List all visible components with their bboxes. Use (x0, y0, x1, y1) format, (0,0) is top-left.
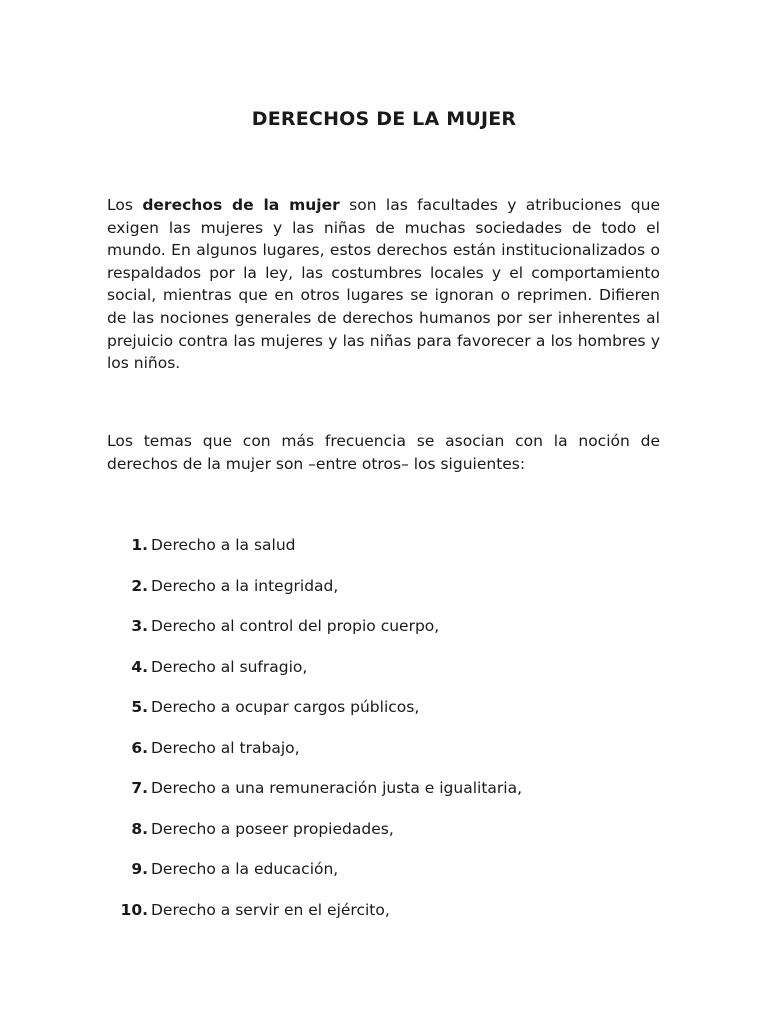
list-item-text: Derecho a servir en el ejército, (151, 900, 390, 919)
list-item (0, 534, 768, 575)
list-item-number: 1. (131, 536, 148, 554)
list-item-text: Derecho al control del propio cuerpo, (151, 617, 440, 635)
intro-body: son las facultades y atribuciones que exigen las mujeres y las niñas de muchas sociedades de todo el mundo. En algunos lugares, estos derechos están institucionalizados o respaldados por la ley, las costumbres locales y el comportamiento social, mientras que en otros lugares se ignoran o reprimen. Difieren de las nociones generales de derechos humanos por ser inherentes al prejuicio contra las mujeres y las niñas para favorecer a los hombres y los niños. (107, 196, 660, 373)
rights-list (0, 534, 768, 939)
list-item-number: 9. (131, 860, 148, 878)
list-item (0, 858, 768, 899)
list-item-number: 5. (131, 698, 148, 716)
list-item (0, 696, 768, 737)
list-item (0, 656, 768, 697)
document-title: DERECHOS DE LA MUJER (251, 108, 517, 130)
list-item-number: 7. (131, 779, 148, 797)
list-item-text: Derecho a la integridad, (151, 576, 339, 595)
list-item-number: 10. (120, 900, 148, 919)
list-item-text: Derecho al trabajo, (151, 738, 300, 757)
list-item-text: Derecho al sufragio, (151, 657, 308, 676)
list-item (0, 737, 768, 778)
list-item-text: Derecho a una remuneración justa e igualitaria, (151, 779, 523, 797)
list-item (0, 818, 768, 859)
list-item-text: Derecho a la salud (151, 536, 296, 554)
intro-paragraph (107, 194, 660, 375)
list-item (0, 615, 768, 656)
list-item-text: Derecho a la educación, (151, 860, 339, 878)
list-item-number: 2. (131, 576, 148, 595)
list-item-number: 3. (131, 617, 148, 635)
list-item-number: 8. (131, 819, 148, 838)
list-item (0, 575, 768, 616)
intro-bold-term: derechos de la mujer (142, 196, 340, 214)
list-item-number: 6. (131, 738, 148, 757)
intro-prefix: Los (107, 196, 143, 214)
list-item-text: Derecho a ocupar cargos públicos, (151, 698, 420, 716)
list-item-text: Derecho a poseer propiedades, (151, 819, 394, 838)
list-item (0, 777, 768, 818)
list-item (0, 899, 768, 940)
list-item-number: 4. (131, 657, 148, 676)
topics-paragraph: Los temas que con más frecuencia se asocian con la noción de derechos de la mujer son –entre otros– los siguientes: (107, 432, 660, 473)
